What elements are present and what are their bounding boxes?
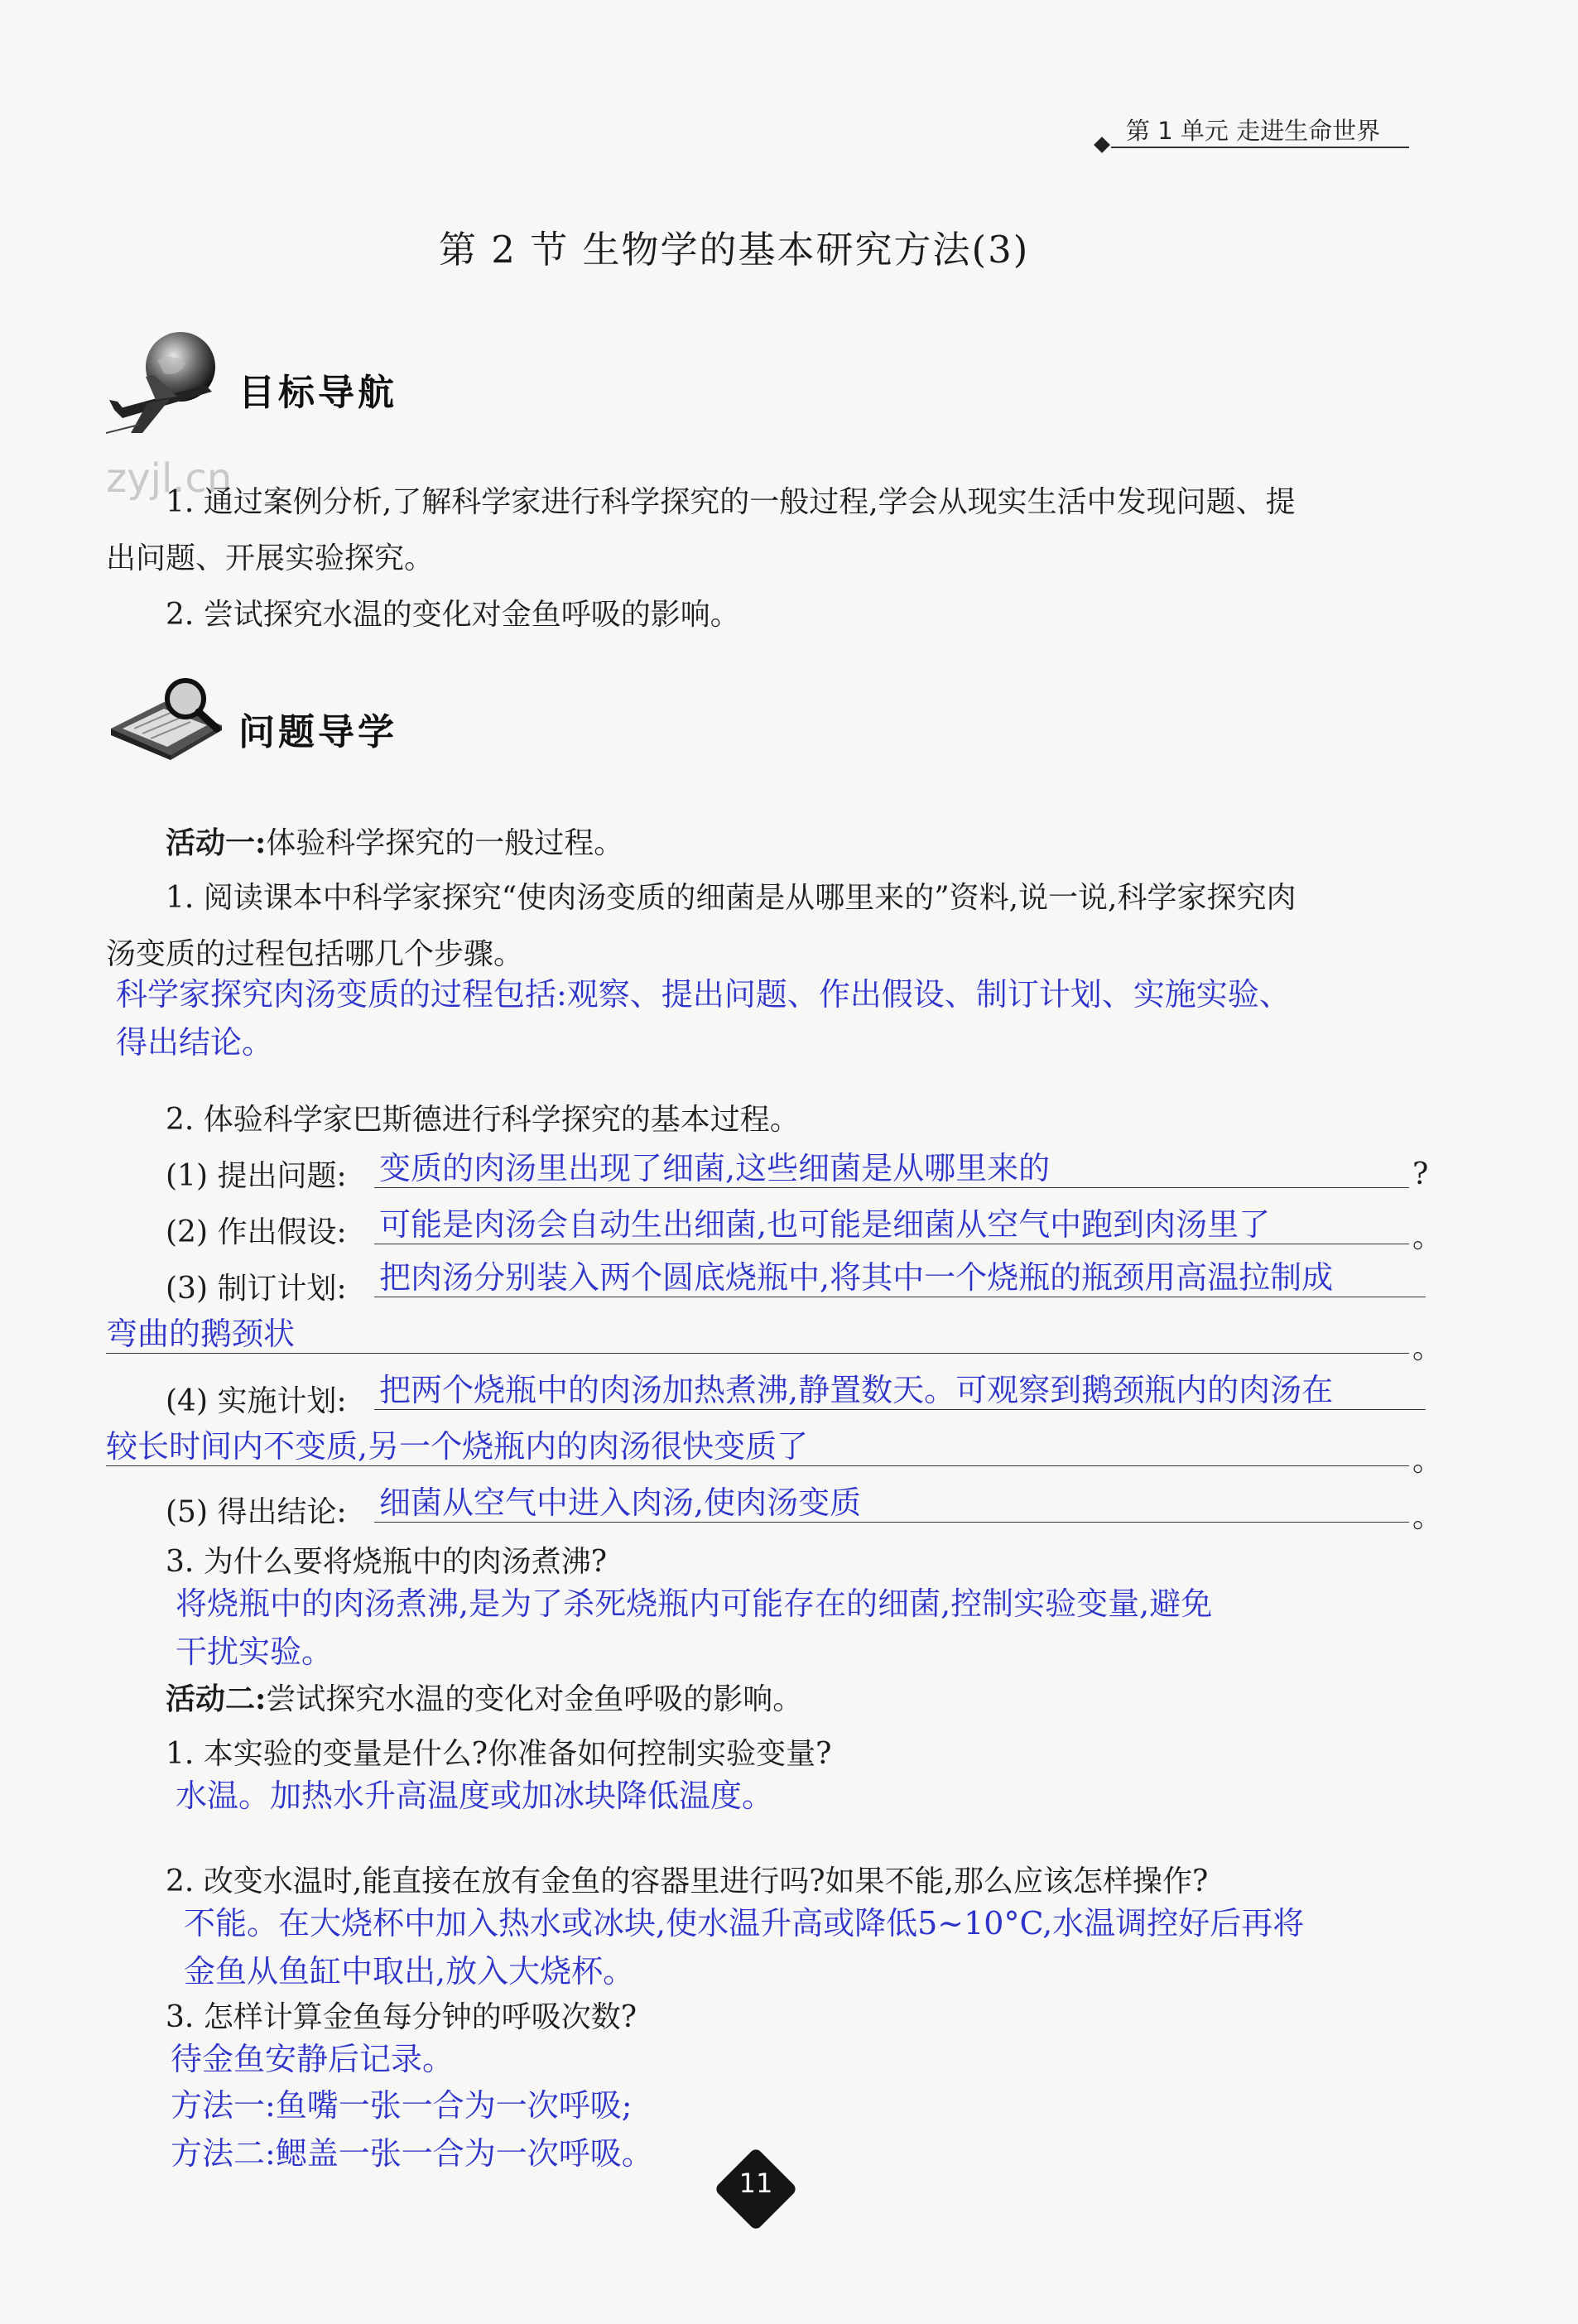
step-3-label: (3) 制订计划: xyxy=(166,1272,347,1306)
activity-1-heading xyxy=(166,820,623,862)
a2-answer-3-line-2: 方法一:鱼嘴一张一合为一次呼吸; xyxy=(171,2087,633,2124)
a1-question-1-line-1: 1. 阅读课本中科学家探究“使肉汤变质的细菌是从哪里来的”资料,说一说,科学家探究肉 xyxy=(166,881,1297,915)
activity-1-label: 活动一: xyxy=(166,825,267,860)
a1-question-3: 3. 为什么要将烧瓶中的肉汤煮沸? xyxy=(166,1545,608,1579)
a2-question-1: 1. 本实验的变量是什么?你准备如何控制实验变量? xyxy=(166,1737,832,1771)
step-3-end: 。 xyxy=(1412,1331,1443,1365)
step-3-underline-2 xyxy=(106,1353,1409,1354)
guide-heading: 问题导学 xyxy=(238,711,397,753)
step-1-answer: 变质的肉汤里出现了细菌,这些细菌是从哪里来的 xyxy=(379,1150,1051,1186)
book-magnifier-icon xyxy=(106,677,230,760)
a2-answer-1: 水温。加热水升高温度或加冰块降低温度。 xyxy=(176,1778,774,1814)
step-2-label: (2) 作出假设: xyxy=(166,1215,347,1249)
goals-heading: 目标导航 xyxy=(238,372,397,414)
a2-answer-3-line-1: 待金鱼安静后记录。 xyxy=(171,2041,455,2077)
step-5-answer: 细菌从空气中进入肉汤,使肉汤变质 xyxy=(379,1484,862,1521)
goal-item-1-line-1: 1. 通过案例分析,了解科学家进行科学探究的一般过程,学会从现实生活中发现问题、提 xyxy=(166,485,1296,519)
a1-question-1-line-2: 汤变质的过程包括哪几个步骤。 xyxy=(106,937,524,971)
globe-airplane-icon xyxy=(106,327,230,439)
step-2-answer: 可能是肉汤会自动生出细菌,也可能是细菌从空气中跑到肉汤里了 xyxy=(379,1206,1271,1243)
a2-answer-2-line-1: 不能。在大烧杯中加入热水或冰块,使水温升高或降低5~10°C,水温调控好后再将 xyxy=(184,1905,1305,1941)
a2-answer-2-line-2: 金鱼从鱼缸中取出,放入大烧杯。 xyxy=(184,1953,635,1990)
activity-2-heading xyxy=(166,1676,802,1718)
step-4-answer-line-1: 把两个烧瓶中的肉汤加热煮沸,静置数天。可观察到鹅颈瓶内的肉汤在 xyxy=(379,1372,1334,1408)
a2-answer-3-line-3: 方法二:鳃盖一张一合为一次呼吸。 xyxy=(171,2135,653,2172)
a2-question-2: 2. 改变水温时,能直接在放有金鱼的容器里进行吗?如果不能,那么应该怎样操作? xyxy=(166,1864,1209,1898)
step-3-answer-line-2: 弯曲的鹅颈状 xyxy=(106,1316,296,1352)
step-1-underline xyxy=(374,1187,1409,1188)
a1-answer-3-line-2: 干扰实验。 xyxy=(176,1634,334,1670)
step-1-label: (1) 提出问题: xyxy=(166,1159,347,1193)
activity-2-title: 尝试探究水温的变化对金鱼呼吸的影响。 xyxy=(266,1682,803,1716)
step-4-end: 。 xyxy=(1412,1444,1443,1478)
step-1-end: ? xyxy=(1412,1157,1429,1191)
step-5-underline xyxy=(374,1522,1409,1523)
header-rule xyxy=(1111,147,1409,148)
a1-answer-1-line-1: 科学家探究肉汤变质的过程包括:观察、提出问题、作出假设、制订计划、实施实验、 xyxy=(116,976,1291,1013)
step-4-underline-2 xyxy=(106,1465,1409,1466)
page-number: 11 xyxy=(738,2168,773,2199)
step-2-end: 。 xyxy=(1412,1220,1443,1254)
a2-question-3: 3. 怎样计算金鱼每分钟的呼吸次数? xyxy=(166,2000,637,2034)
step-5-end: 。 xyxy=(1412,1500,1443,1534)
goal-item-1-line-2: 出问题、开展实验探究。 xyxy=(106,541,435,575)
activity-2-label: 活动二: xyxy=(166,1682,267,1716)
step-5-label: (5) 得出结论: xyxy=(166,1495,347,1529)
step-4-label: (4) 实施计划: xyxy=(166,1384,347,1418)
page-title: 第 2 节 生物学的基本研究方法(3) xyxy=(439,228,1030,272)
goal-item-2: 2. 尝试探究水温的变化对金鱼呼吸的影响。 xyxy=(166,598,740,632)
a1-answer-3-line-1: 将烧瓶中的肉汤煮沸,是为了杀死烧瓶内可能存在的细菌,控制实验变量,避免 xyxy=(176,1585,1213,1622)
unit-header: 第 1 单元 走进生命世界 xyxy=(1126,117,1381,145)
step-4-underline-1 xyxy=(374,1409,1426,1410)
step-3-answer-line-1: 把肉汤分别装入两个圆底烧瓶中,将其中一个烧瓶的瓶颈用高温拉制成 xyxy=(379,1259,1334,1296)
activity-1-title: 体验科学探究的一般过程。 xyxy=(266,826,624,860)
a1-question-2: 2. 体验科学家巴斯德进行科学探究的基本过程。 xyxy=(166,1103,800,1137)
watermark: zyjl.cn xyxy=(106,455,233,502)
header-diamond-icon xyxy=(1094,137,1110,153)
a1-answer-1-line-2: 得出结论。 xyxy=(116,1024,274,1061)
step-4-answer-line-2: 较长时间内不变质,另一个烧瓶内的肉汤很快变质了 xyxy=(106,1428,809,1465)
